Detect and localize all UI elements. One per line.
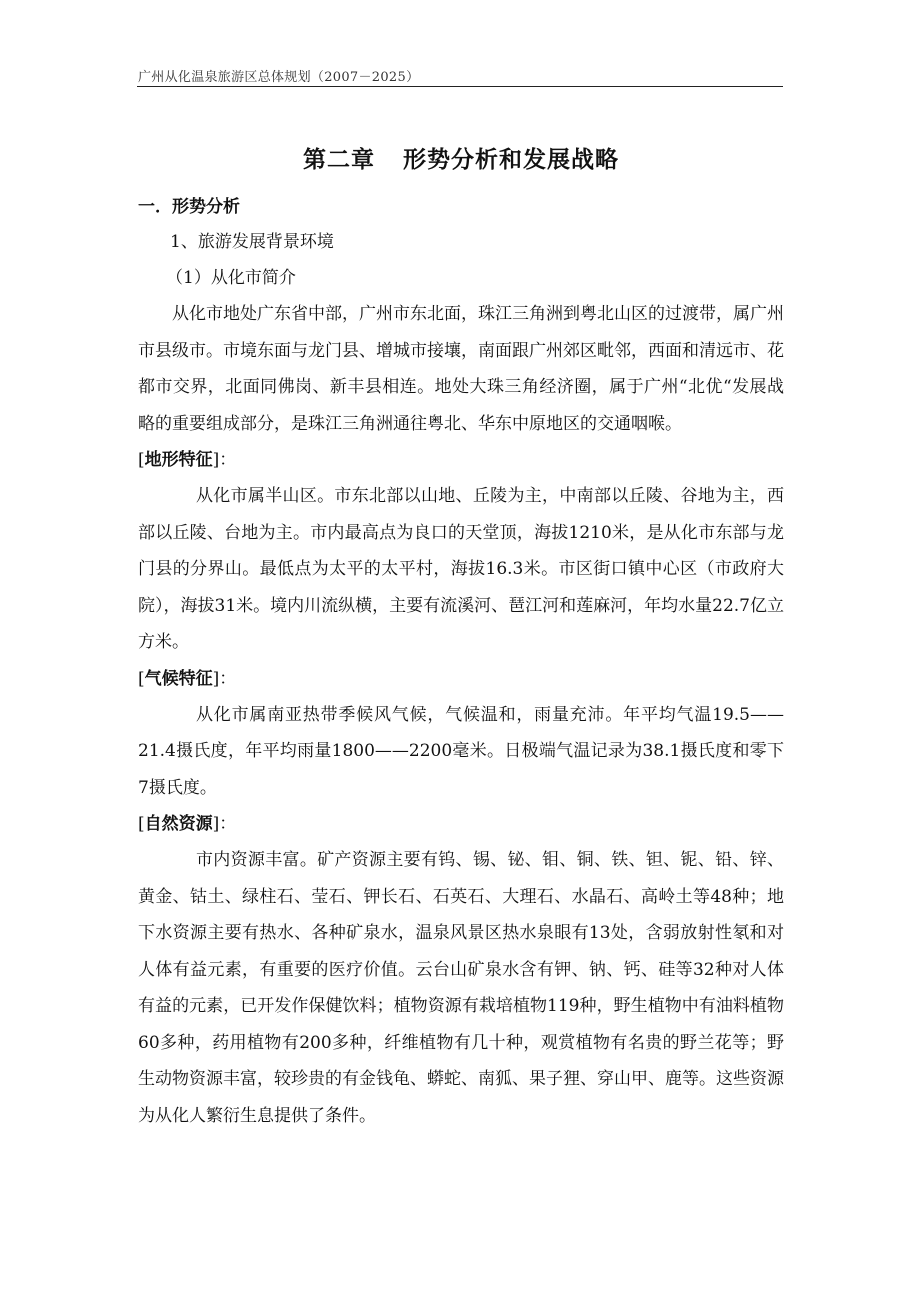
page-body — [138, 140, 784, 1134]
climate-close-bracket: ]： — [212, 668, 237, 689]
resources-close-bracket: ]： — [212, 814, 237, 834]
climate-label: 气候特征 — [144, 668, 213, 689]
terrain-label: 地形特征 — [144, 450, 213, 470]
terrain-open-bracket: [ — [138, 450, 145, 470]
climate-paragraph: 从化市属南亚热带季候风气候，气候温和，雨量充沛。年平均气温19.5——21.4摄氏度，年平均雨量1800——2200毫米。日极端气温记录为38.1摄氏度和零下7摄氏度。 — [138, 704, 784, 798]
resources-open-bracket: [ — [138, 814, 145, 834]
chapter-title — [138, 140, 784, 180]
terrain-close-bracket: ]： — [212, 450, 237, 470]
subsubsection-heading: （1）从化市简介 — [166, 268, 296, 288]
resources-paragraph: 市内资源丰富。矿产资源主要有钨、锡、铋、钼、铜、铁、钽、铌、铅、锌、黄金、钴土、绿柱石、莹石、钾长石、石英石、大理石、水晶石、高岭土等48种；地下水资源主要有热水、各种矿泉水，温泉风景区热水泉眼有13处，含弱放射性氡和对人体有益元素，有重要的医疗价值。云台山矿泉水含有钾、钠、钙、硅等32种对人体有益的元素，已开发作保健饮料；植物资源有栽培植物119种，野生植物中有油料植物60多种，药用植物有200多种，纤维植物有几十种，观赏植物有名贵的野兰花等；野生动物资源丰富，较珍贵的有金钱龟、蟒蛇、南狐、果子狸、穿山甲、鹿等。这些资源为从化人繁衍生息提供了条件。 — [138, 850, 784, 1126]
subsection-heading: 1、旅游发展背景环境 — [170, 232, 334, 252]
chapter-number: 第二章 — [303, 146, 375, 173]
section-heading: 一．形势分析 — [138, 197, 240, 217]
intro-paragraph: 从化市地处广东省中部，广州市东北面，珠江三角洲到粤北山区的过渡带，属广州市县级市。市境东面与龙门县、增城市接壤，南面跟广州郊区毗邻，西面和清远市、花都市交界，北面同佛岗、新丰县相连。地处大珠三角经济圈，属于广州“北优“发展战略的重要组成部分，是珠江三角洲通往粤北、华东中原地区的交通咽喉。 — [138, 304, 784, 434]
header-rule — [137, 86, 783, 87]
resources-heading — [138, 806, 784, 842]
climate-heading — [138, 661, 784, 697]
chapter-name: 形势分析和发展战略 — [403, 146, 619, 173]
running-header: 广州从化温泉旅游区总体规划（2007－2025） — [138, 70, 420, 85]
terrain-heading — [138, 442, 784, 478]
climate-open-bracket: [ — [138, 668, 145, 689]
resources-label: 自然资源 — [144, 814, 213, 834]
terrain-paragraph: 从化市属半山区。市东北部以山地、丘陵为主，中南部以丘陵、谷地为主，西部以丘陵、台地为主。市内最高点为良口的天堂顶，海拔1210米，是从化市东部与龙门县的分界山。最低点为太平的太平村，海拔16.3米。市区街口镇中心区（市政府大院），海拔31米。境内川流纵横，主要有流溪河、琶江河和莲麻河，年均水量22.7亿立方米。 — [138, 486, 784, 652]
